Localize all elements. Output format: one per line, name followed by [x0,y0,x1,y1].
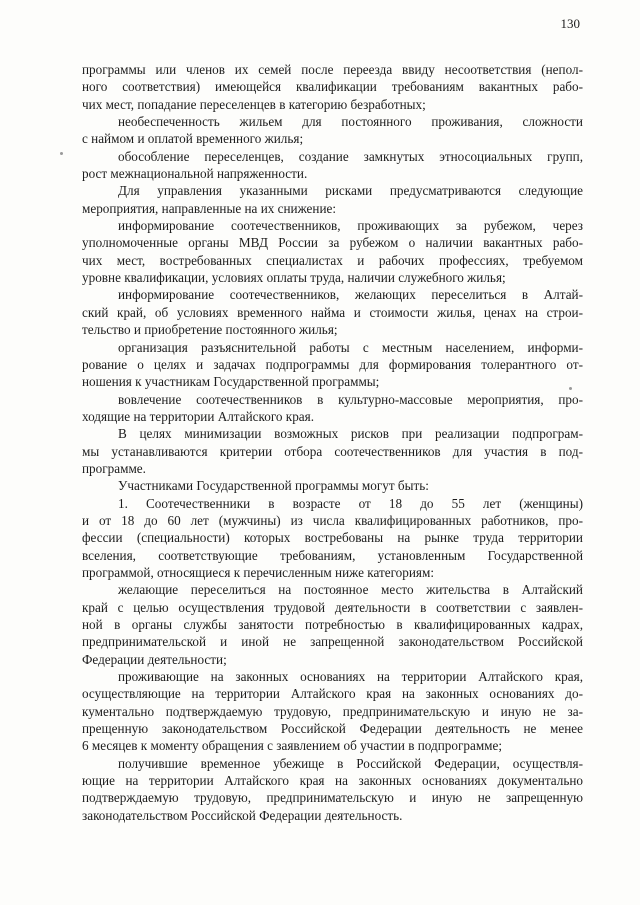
text-line: 1. Соотечественники в возрасте от 18 до 55 лет (женщины) [118,495,583,511]
text-line: уполномоченные органы МВД России за рубежом о наличии вакантных рабо- [82,235,583,251]
text-line: предпринимательской и иной не запрещенной законодательством Российской [82,634,583,650]
text-line: подтверждаемую трудовую, предпринимательскую и иную не запрещенную [82,790,583,806]
text-line: проживающие на законных основаниях на территории Алтайского края, [118,669,583,685]
text-line: В целях минимизации возможных рисков при реализации подпрограм- [118,426,583,442]
text-line: и от 18 до 60 лет (мужчины) из числа квалифицированных работников, про- [82,512,583,528]
text-line: получившие временное убежище в Российской Федерации, осуществля- [118,755,583,771]
text-line: ходящие на территории Алтайского края. [82,408,315,424]
text-line: программой, относящиеся к перечисленным ниже категориям: [82,564,434,580]
text-line: край с целью осуществления трудовой деятельности в соответствии с заявлен- [82,599,583,615]
text-line: ношения к участникам Государственной программы; [82,374,380,390]
text-line: Участниками Государственной программы могут быть: [118,478,429,494]
text-line: рование о целях и задачах подпрограммы для формирования толерантного от- [82,356,583,372]
text-line: кументально подтверждаемую трудовую, предпринимательскую и иную не за- [82,703,583,719]
text-line: с наймом и оплатой временного жилья; [82,131,304,147]
text-line: прещенную законодательством Российской Федерации деятельность не менее [82,721,583,737]
text-line: необеспеченность жильем для постоянного проживания, сложности [118,114,583,130]
text-line: осуществляющие на территории Алтайского края на законных основаниях до- [82,686,583,702]
text-line: организация разъяснительной работы с местным населением, информи- [118,339,583,355]
document-body [82,61,583,824]
text-line: обособление переселенцев, создание замкнутых этносоциальных групп, [118,148,583,164]
text-line: ной в органы службы занятости потребностью в квалифицированных кадрах, [82,617,583,632]
text-line: Для управления указанными рисками предусматриваются следующие [118,183,583,199]
text-line: тельство и приобретение постоянного жилья; [82,322,338,338]
text-line: вселения, соответствующие требованиям, установленным Государственной [82,547,583,563]
text-line: информирование соотечественников, проживающих за рубежом, через [118,218,583,234]
scan-speck [569,387,572,390]
scan-speck [60,152,63,155]
text-line: ного соответствия) имеющейся квалификации требованиям вакантных рабо- [82,79,583,95]
text-line: вовлечение соотечественников в культурно-массовые мероприятия, про- [118,391,583,407]
text-line: чих мест, попадание переселенцев в категорию безработных; [82,96,426,112]
text-line: рост межнациональной напряженности. [82,166,308,182]
text-line: мы устанавливаются критерии отбора соотечественников для участия в под- [82,443,583,459]
text-line: чих мест, востребованных специалистах и рабочих профессиях, требуемом [82,252,583,268]
text-line: ющие на территории Алтайского края на законных основаниях документально [82,773,583,789]
text-line: информирование соотечественников, желающих переселиться в Алтай- [118,287,583,303]
text-line: мероприятия, направленные на их снижение: [82,200,337,216]
text-line: ский край, об условиях временного найма и стоимости жилья, ценах на строи- [82,304,583,320]
text-line: фессии (специальности) которых востребованы на рынке труда территории [82,530,583,546]
text-line: желающие переселиться на постоянное место жительства в Алтайский [118,582,583,598]
text-line: законодательством Российской Федерации деятельность. [82,807,403,823]
page-number: 130 [560,16,580,31]
text-line: программы или членов их семей после переезда ввиду несоответствия (непол- [82,62,583,77]
text-line: уровне квалификации, условиях оплаты труда, наличии служебного жилья; [82,270,506,286]
text-line: Федерации деятельности; [82,651,227,667]
text-line: программе. [82,460,146,476]
text-line: 6 месяцев к моменту обращения с заявлением об участии в подпрограмме; [82,738,503,754]
